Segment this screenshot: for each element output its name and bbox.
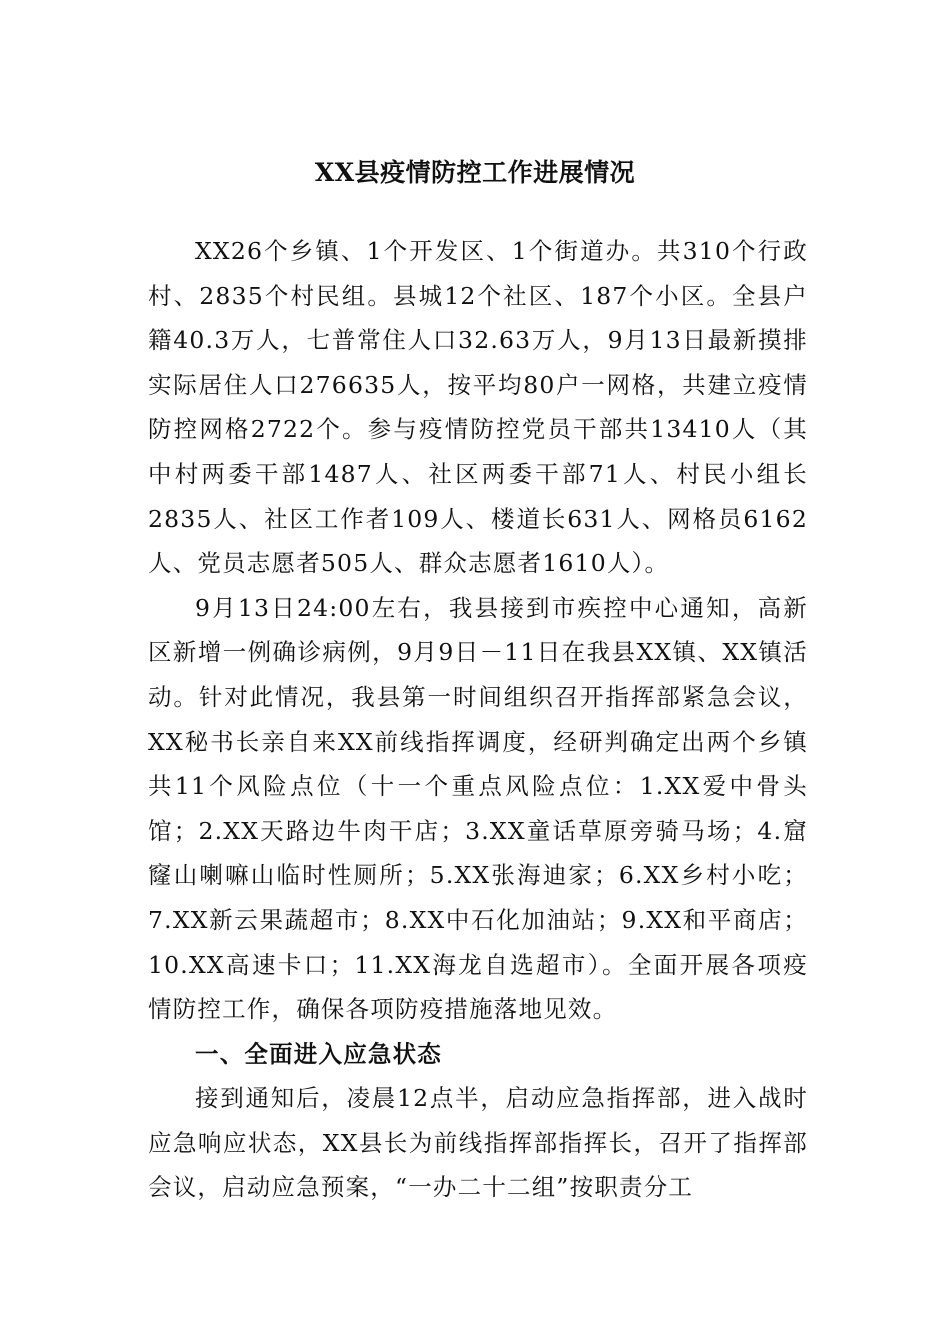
paragraph-overview: XX26个乡镇、1个开发区、1个街道办。共310个行政村、2835个村民组。县城12个社区、187个小区。全县户籍40.3万人，七普常住人口32.63万人，9月13日最新摸排实际居住人口276635人，按平均80户一网格，共建立疫情防控网格2722个。参与疫情防控党员干部共13410人（其中村两委干部1487人、社区两委干部71人、村民小组长2835人、社区工作者109人、楼道长631人、网格员6162人、党员志愿者505人、群众志愿者1610人）。	[148, 237, 808, 578]
paragraph-section-one: 接到通知后，凌晨12点半，启动应急指挥部，进入战时应急响应状态，XX县长为前线指挥部指挥长，召开了指挥部会议，启动应急预案，“一办二十二组”按职责分工	[148, 1084, 808, 1202]
section-heading: 一、全面进入应急状态	[195, 1039, 442, 1068]
paragraph-incident: 9月13日24:00左右，我县接到市疾控中心通知，高新区新增一例确诊病例，9月9日－11日在我县XX镇、XX镇活动。针对此情况，我县第一时间组织召开指挥部紧急会议，XX秘书长亲自来XX前线指挥调度，经研判确定出两个乡镇共11个风险点位（十一个重点风险点位：1.XX爱中骨头馆；2.XX天路边牛肉干店；3.XX童话草原旁骑马场；4.窟窿山喇嘛山临时性厕所；5.XX张海迪家；6.XX乡村小吃；7.XX新云果蔬超市；8.XX中石化加油站；9.XX和平商店；10.XX高速卡口；11.XX海龙自选超市）。全面开展各项疫情防控工作，确保各项防疫措施落地见效。	[148, 593, 808, 1024]
document-title: XX县疫情防控工作进展情况	[314, 158, 636, 187]
document-body	[148, 229, 808, 1210]
